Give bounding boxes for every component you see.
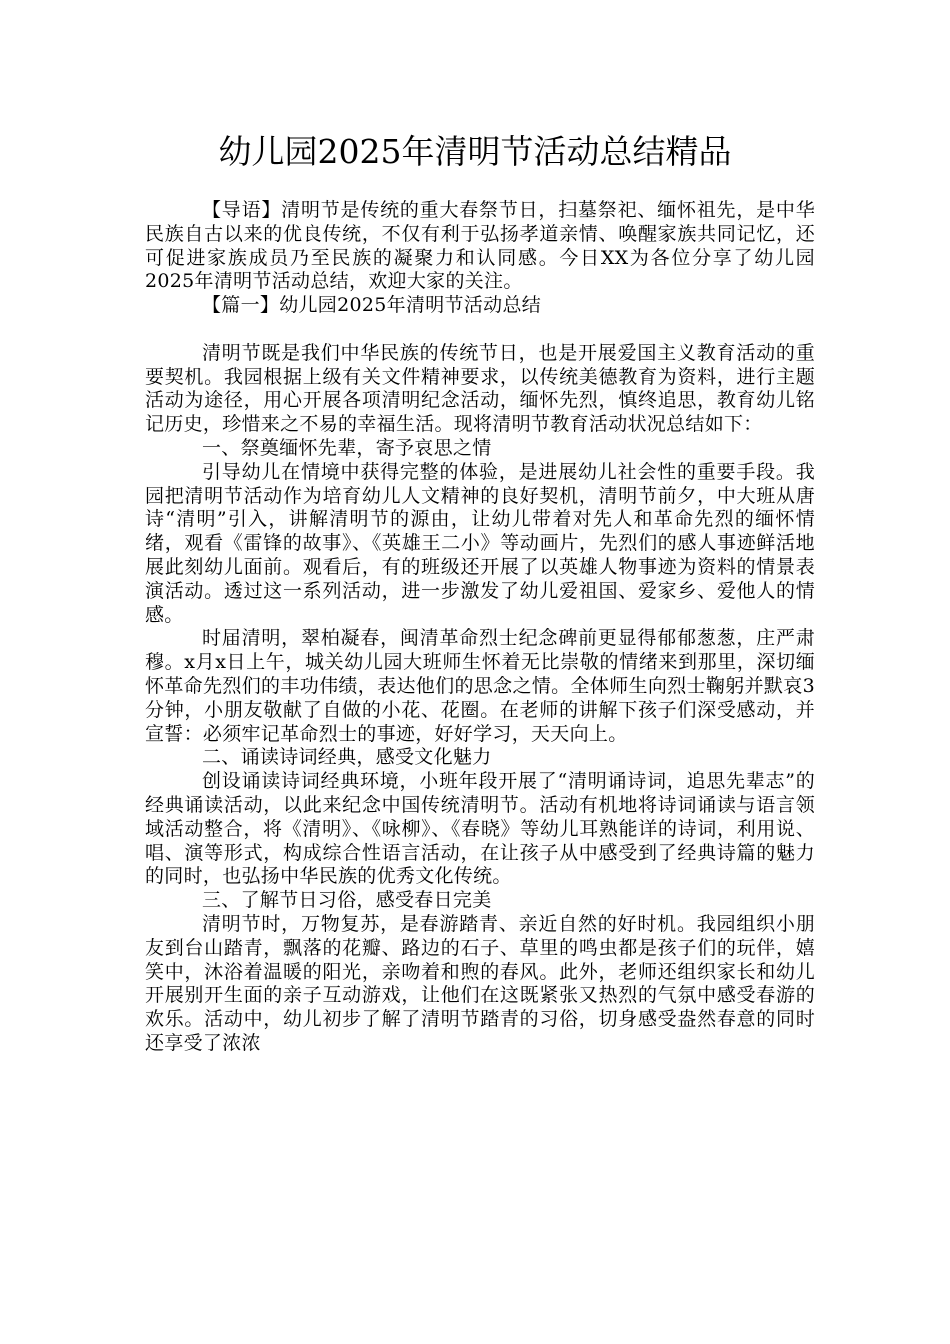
- subsection-heading: 三、了解节日习俗，感受春日完美: [202, 889, 492, 912]
- body-paragraph: 清明节时，万物复苏，是春游踏青、亲近自然的好时机。我园组织小朋友到台山踏青，飘落的花瓣、路边的石子、草里的鸣虫都是孩子们的玩伴，嬉笑中，沐浴着温暖的阳光，亲吻着和煦的春风。此外，老师还组织家长和幼儿开展别开生面的亲子互动游戏，让他们在这既紧张又热烈的气氛中感受春游的欢乐。活动中，幼儿初步了解了清明节踏青的习俗，切身感受盎然春意的同时还享受了浓浓: [145, 912, 815, 1054]
- document-body: [145, 199, 815, 1056]
- body-paragraph: 创设诵读诗词经典环境，小班年段开展了“清明诵诗词，追思先辈志”的经典诵读活动，以此来纪念中国传统清明节。活动有机地将诗词诵读与语言领域活动整合，将《清明》、《咏柳》、《春晓》等幼儿耳熟能详的诗词，利用说、唱、演等形式，构成综合性语言活动，在让孩子从中感受到了经典诗篇的魅力的同时，也弘扬中华民族的优秀文化传统。: [145, 770, 815, 888]
- body-paragraph: 时届清明，翠柏凝春，闽清革命烈士纪念碑前更显得郁郁葱葱，庄严肃穆。x月x日上午，城关幼儿园大班师生怀着无比崇敬的情绪来到那里，深切缅怀革命先烈们的丰功伟绩，表达他们的思念之情。全体师生向烈士鞠躬并默哀3分钟，小朋友敬献了自做的小花、花圈。在老师的讲解下孩子们深受感动，并宣誓：必须牢记革命烈士的事迹，好好学习，天天向上。: [145, 627, 815, 745]
- document-title: 幼儿园2025年清明节活动总结精品: [218, 132, 732, 171]
- body-paragraph: 清明节既是我们中华民族的传统节日，也是开展爱国主义教育活动的重要契机。我园根据上级有关文件精神要求，以传统美德教育为资料，进行主题活动为途径，用心开展各项清明纪念活动，缅怀先烈，慎终追思，教育幼儿铭记历史，珍惜来之不易的幸福生活。现将清明节教育活动状况总结如下：: [145, 341, 815, 436]
- subsection-heading: 一、祭奠缅怀先辈，寄予哀思之情: [202, 436, 492, 459]
- subsection-heading: 二、诵读诗词经典，感受文化魅力: [202, 746, 492, 769]
- intro-paragraph: 【导语】清明节是传统的重大春祭节日，扫墓祭祀、缅怀祖先，是中华民族自古以来的优良传统，不仅有利于弘扬孝道亲情、唤醒家族共同记忆，还可促进家族成员乃至民族的凝聚力和认同感。今日XX为各位分享了幼儿园2025年清明节活动总结，欢迎大家的关注。: [145, 199, 815, 293]
- section-heading: 【篇一】幼儿园2025年清明节活动总结: [202, 294, 542, 317]
- body-paragraph: 引导幼儿在情境中获得完整的体验，是进展幼儿社会性的重要手段。我园把清明节活动作为培育幼儿人文精神的良好契机，清明节前夕，中大班从唐诗“清明”引入，讲解清明节的源由，让幼儿带着对先人和革命先烈的缅怀情绪，观看《雷锋的故事》、《英雄王二小》等动画片，先烈们的感人事迹鲜活地展此刻幼儿面前。观看后，有的班级还开展了以英雄人物事迹为资料的情景表演活动。透过这一系列活动，进一步激发了幼儿爱祖国、爱家乡、爱他人的情感。: [145, 460, 815, 626]
